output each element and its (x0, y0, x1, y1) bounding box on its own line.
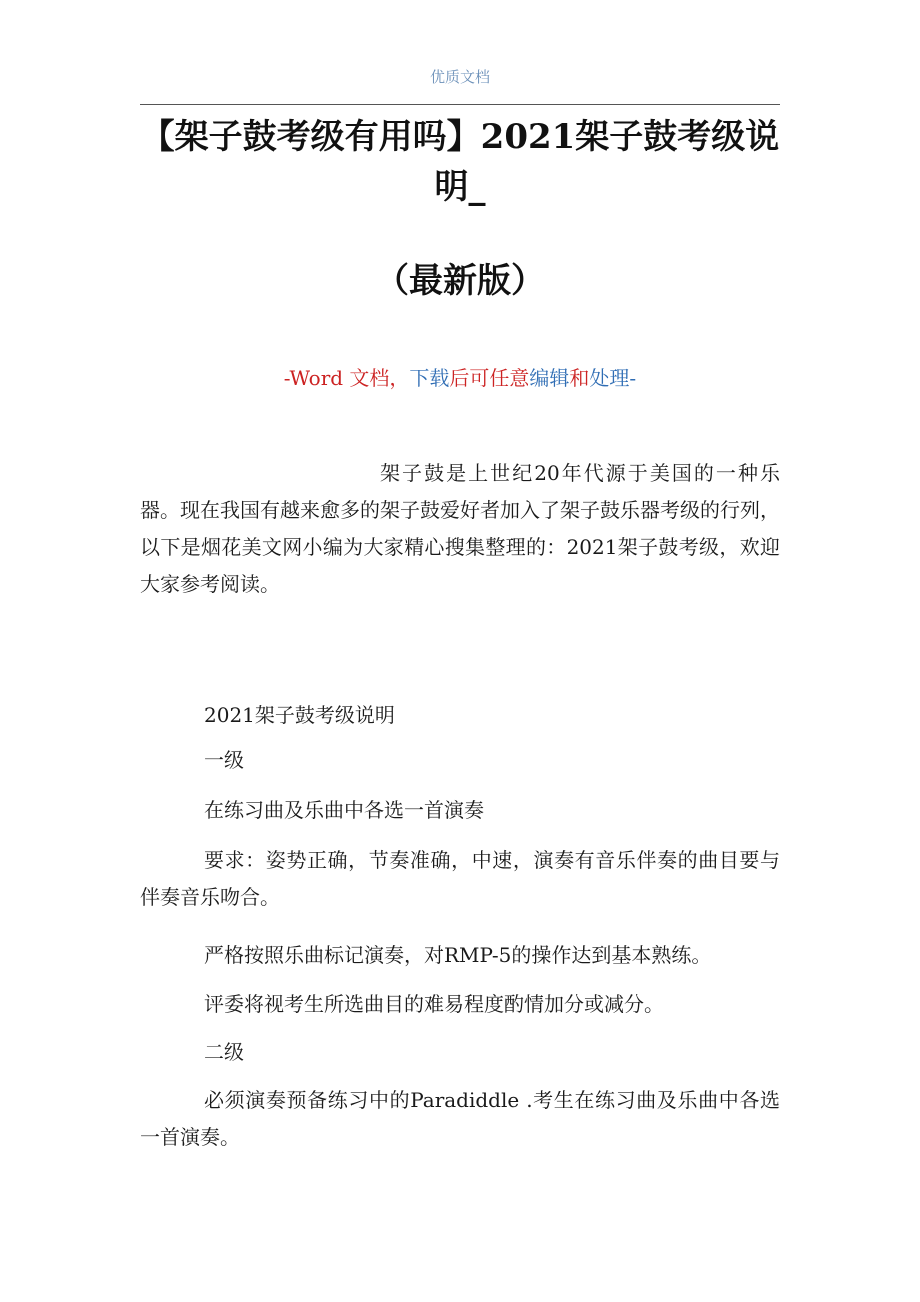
tagline-part-6: 处理- (589, 366, 637, 390)
level-2-heading: 二级 (204, 1040, 244, 1064)
tagline-part-1: -Word 文档， (283, 366, 410, 390)
paragraph: 在练习曲及乐曲中各选一首演奏 (204, 798, 484, 822)
section-heading: 2021架子鼓考级说明 (204, 703, 395, 727)
page-header: 优质文档 (429, 68, 490, 86)
paragraph: 要求：姿势正确，节奏准确，中速，演奏有音乐伴奏的曲目要与伴奏音乐吻合。 (140, 848, 780, 909)
tagline-part-2: 下载 (409, 366, 450, 390)
paragraph: 必须演奏预备练习中的Paradiddle .考生在练习曲及乐曲中各选一首演奏。 (140, 1088, 780, 1149)
tagline (140, 364, 780, 392)
level-1-heading: 一级 (204, 748, 244, 772)
document-title: 【架子鼓考级有用吗】2021架子鼓考级说明_ (140, 117, 780, 207)
document-subtitle: （最新版） (375, 261, 545, 301)
paragraph: 评委将视考生所选曲目的难易程度酌情加分或减分。 (204, 992, 664, 1016)
tagline-part-3: 后可任意 (449, 366, 530, 390)
tagline-part-5: 和 (569, 366, 590, 390)
intro-paragraph: 架子鼓是上世纪20年代源于美国的一种乐器。现在我国有越来愈多的架子鼓爱好者加入了架子鼓乐器考级的行列，以下是烟花美文网小编为大家精心搜集整理的：2021架子鼓考级，欢迎大家参考阅读。 (140, 461, 780, 596)
paragraph: 严格按照乐曲标记演奏，对RMP-5的操作达到基本熟练。 (204, 943, 712, 967)
header-divider (140, 104, 780, 105)
tagline-part-4: 编辑 (529, 366, 570, 390)
